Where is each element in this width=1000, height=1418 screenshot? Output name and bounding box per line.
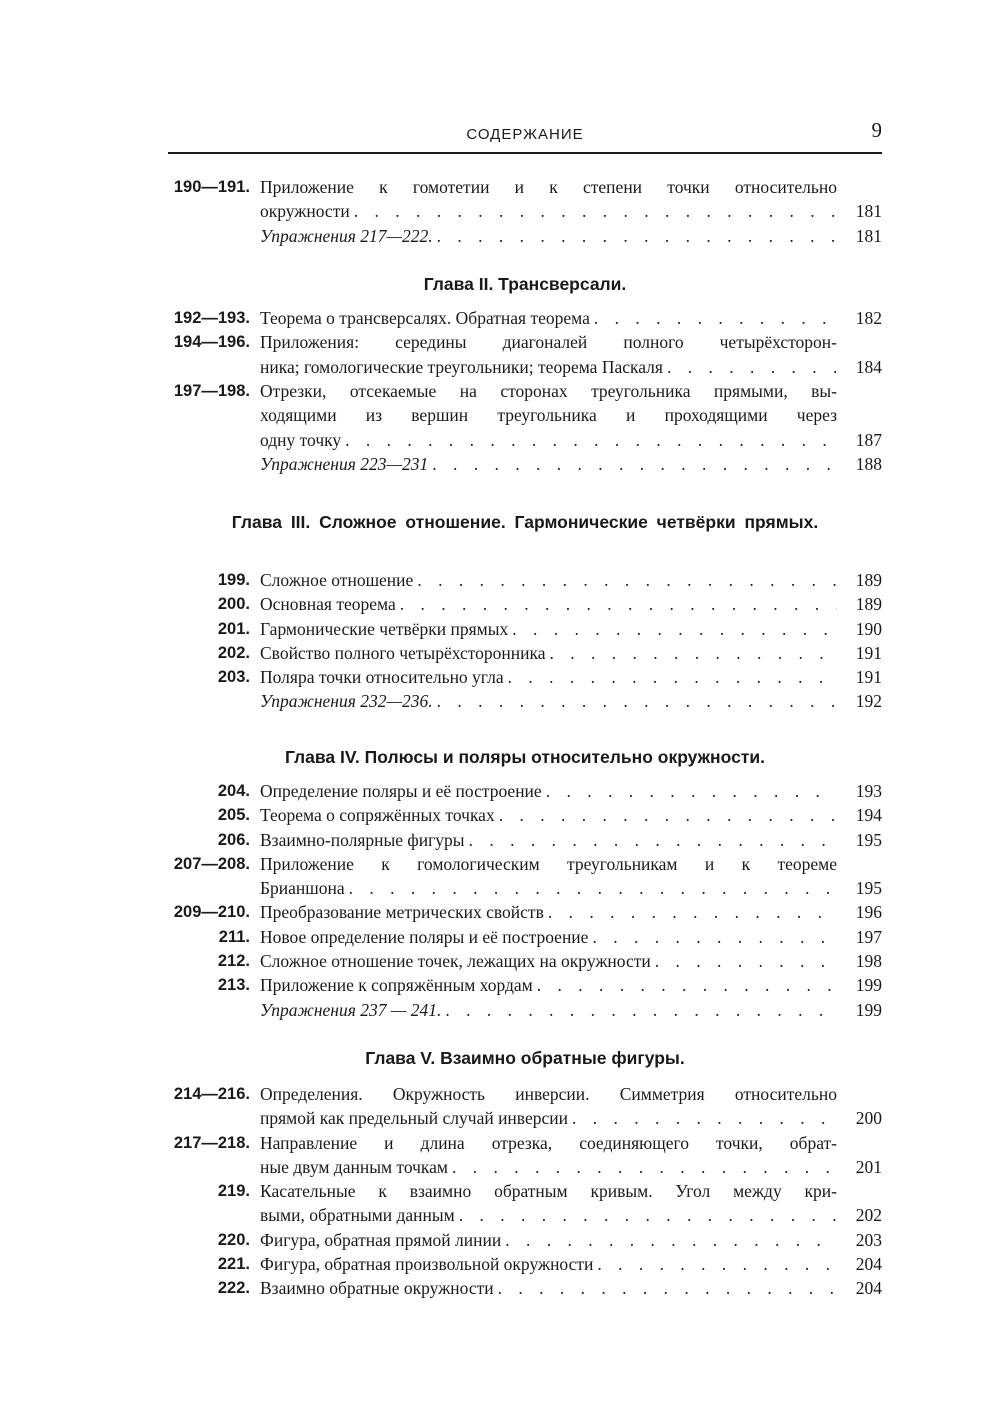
entry-text-row [260, 1106, 837, 1130]
entry-title: Теорема о трансверсалях. Обратная теорема [260, 308, 590, 328]
entry-text-row [260, 852, 837, 876]
dot-leader [542, 779, 837, 803]
dot-leader [546, 641, 838, 665]
entry-page: 204 [855, 1278, 882, 1298]
entry-title: Определения. Окружность инверсии. Симметрия относительно [260, 1084, 837, 1104]
dot-leader [350, 199, 837, 223]
entry-number: 212. [217, 952, 250, 970]
dot-leader [433, 224, 837, 248]
toc-entry-line [0, 876, 1000, 900]
toc-entry-line [0, 306, 1000, 330]
entry-title: Взаимно обратные окружности [260, 1278, 494, 1298]
entry-page: 195 [855, 830, 882, 850]
dot-leader [651, 949, 837, 973]
entry-title: Взаимно-полярные фигуры [260, 830, 465, 850]
toc-entry-line [0, 199, 1000, 223]
entry-page: 181 [855, 201, 882, 221]
entry-number: 213. [217, 976, 250, 994]
toc-entry-line [0, 828, 1000, 852]
entry-page: 191 [855, 667, 882, 687]
entry-text-row [260, 1155, 837, 1179]
entry-page: 204 [855, 1254, 882, 1274]
dot-leader [345, 876, 837, 900]
toc-entry-line [0, 379, 1000, 403]
running-head-title: СОДЕРЖАНИЕ [466, 126, 584, 143]
entry-page: 199 [855, 1000, 882, 1020]
toc-entry-line [0, 900, 1000, 924]
entry-title: Брианшона [260, 878, 345, 898]
toc-entry-line [0, 403, 1000, 427]
toc-entry-line [0, 1106, 1000, 1130]
entry-title: Определение поляры и её построение [260, 781, 542, 801]
entry-title: ные двум данным точкам [260, 1157, 449, 1177]
entry-text-row [260, 428, 837, 452]
entry-text-row [260, 306, 837, 330]
entry-text-row [260, 199, 837, 223]
entry-page: 193 [855, 781, 882, 801]
dot-leader [413, 568, 837, 592]
entry-number: 200. [217, 595, 250, 613]
entry-page: 182 [855, 308, 882, 328]
entry-text-row [260, 641, 837, 665]
entry-number: 190—191. [173, 178, 250, 196]
entry-number: 211. [218, 928, 250, 946]
entry-text-row [260, 1228, 837, 1252]
toc-entry-line [0, 973, 1000, 997]
entry-title: Новое определение поляры и её построение [260, 927, 589, 947]
entry-text-row [260, 925, 837, 949]
entry-text-row [260, 998, 837, 1022]
toc-entry-line [0, 1131, 1000, 1155]
dot-leader [504, 665, 837, 689]
entry-page: 194 [855, 805, 882, 825]
exercises-label: Упражнения 232—236. [260, 691, 433, 711]
toc-entry-line [0, 665, 1000, 689]
entry-page: 202 [855, 1205, 882, 1225]
entry-title: ходящими из вершин треугольника и проходящими через [260, 405, 837, 425]
entry-number: 204. [217, 782, 250, 800]
header-rule [168, 152, 882, 154]
toc-entry-line [0, 1203, 1000, 1227]
toc-entry-line [0, 998, 1000, 1022]
entry-number: 207—208. [173, 855, 250, 873]
entry-number: 214—216. [173, 1085, 250, 1103]
toc-entry-line [0, 1252, 1000, 1276]
entry-title: Приложение к сопряжённым хордам [260, 975, 533, 995]
chapter-title: Глава III. Сложное отношение. Гармонические четвёрки прямых. [231, 512, 819, 532]
entry-title: Преобразование метрических свойств [260, 902, 544, 922]
entry-title: Отрезки, отсекаемые на сторонах треугольника прямыми, вы- [260, 381, 837, 401]
toc-entry-line [0, 1228, 1000, 1252]
dot-leader [441, 998, 837, 1022]
entry-title: Сложное отношение точек, лежащих на окружности [260, 951, 651, 971]
entry-text-row [260, 175, 837, 199]
dot-leader [448, 1155, 837, 1179]
entry-text-row [260, 1131, 837, 1155]
entry-text-row [260, 1252, 837, 1276]
entry-text-row [260, 568, 837, 592]
entry-title: Теорема о сопряжённых точках [260, 805, 495, 825]
entry-number: 194—196. [173, 333, 250, 351]
entry-page: 199 [855, 975, 882, 995]
entry-number: 197—198. [173, 382, 250, 400]
toc-entry-line [0, 949, 1000, 973]
entry-page: 195 [855, 878, 882, 898]
entry-title: прямой как предельный случай инверсии [260, 1108, 568, 1128]
entry-text-row [260, 876, 837, 900]
entry-text-row [260, 224, 837, 248]
entry-page: 192 [855, 691, 882, 711]
entry-text-row [260, 665, 837, 689]
dot-leader [568, 1106, 837, 1130]
entry-page: 181 [855, 226, 882, 246]
entry-number: 206. [217, 831, 250, 849]
entry-number: 205. [217, 806, 250, 824]
toc-entry-line [0, 617, 1000, 641]
entry-page: 203 [855, 1230, 882, 1250]
toc-entry-line [0, 452, 1000, 476]
entry-page: 198 [855, 951, 882, 971]
dot-leader [396, 592, 837, 616]
running-head [168, 118, 882, 152]
entry-text-row [260, 452, 837, 476]
entry-title: Фигура, обратная прямой линии [260, 1230, 502, 1250]
toc-entry-line [0, 1179, 1000, 1203]
entry-page: 187 [855, 430, 882, 450]
toc-entry-line [0, 1082, 1000, 1106]
entry-number: 192—193. [173, 309, 250, 327]
toc-entry-line [0, 689, 1000, 713]
entry-page: 189 [855, 570, 882, 590]
entry-text-row [260, 379, 837, 403]
entry-number: 209—210. [173, 903, 250, 921]
dot-leader [494, 1276, 837, 1300]
entry-text-row [260, 330, 837, 354]
entry-number: 202. [217, 644, 250, 662]
entry-title: Приложения: середины диагоналей полного четырёхсторон- [260, 332, 837, 352]
entry-page: 184 [855, 357, 882, 377]
entry-page: 196 [855, 902, 882, 922]
entry-page: 190 [855, 619, 882, 639]
exercises-label: Упражнения 217—222. [260, 226, 433, 246]
entry-title: Поляра точки относительно угла [260, 667, 504, 687]
dot-leader [663, 355, 837, 379]
toc-entry-line [0, 224, 1000, 248]
entry-text-row [260, 828, 837, 852]
page-number: 9 [871, 118, 882, 142]
entry-title: окружности [260, 201, 350, 221]
entry-page: 200 [855, 1108, 882, 1128]
entry-number: 220. [217, 1231, 250, 1249]
toc-entry-line [0, 175, 1000, 199]
entry-title: Касательные к взаимно обратным кривым. Угол между кри- [260, 1181, 837, 1201]
entry-title: Фигура, обратная произвольной окружности [260, 1254, 594, 1274]
toc-entry-line [0, 1155, 1000, 1179]
entry-text-row [260, 803, 837, 827]
entry-number: 217—218. [173, 1134, 250, 1152]
entry-text-row [260, 1082, 837, 1106]
exercises-label: Упражнения 237 — 241. [260, 1000, 442, 1020]
dot-leader [465, 828, 837, 852]
entry-number: 201. [217, 620, 250, 638]
dot-leader [341, 428, 837, 452]
entry-page: 189 [855, 594, 882, 614]
entry-text-row [260, 1203, 837, 1227]
entry-text-row [260, 900, 837, 924]
entry-page: 197 [855, 927, 882, 947]
chapter-title: Глава II. Трансверсали. [423, 274, 627, 294]
dot-leader [508, 617, 837, 641]
entry-text-row [260, 403, 837, 427]
dot-leader [593, 1252, 837, 1276]
entry-text-row [260, 1179, 837, 1203]
toc-entry-line [0, 355, 1000, 379]
dot-leader [588, 925, 837, 949]
toc-entry-line [0, 852, 1000, 876]
entry-text-row [260, 949, 837, 973]
entry-title: Основная теорема [260, 594, 396, 614]
entry-text-row [260, 1276, 837, 1300]
entry-title: одну точку [260, 430, 342, 450]
entry-number: 221. [217, 1255, 250, 1273]
entry-number: 199. [217, 571, 250, 589]
entry-text-row [260, 689, 837, 713]
entry-title: Направление и длина отрезка, соединяющего точки, обрат- [260, 1133, 837, 1153]
chapter-title: Глава V. Взаимно обратные фигуры. [365, 1048, 685, 1068]
toc-entry-line [0, 925, 1000, 949]
entry-title: ника; гомологические треугольники; теорема Паскаля [260, 357, 663, 377]
toc-entry-line [0, 568, 1000, 592]
entry-text-row [260, 973, 837, 997]
toc-entry-line [0, 330, 1000, 354]
entry-number: 203. [217, 668, 250, 686]
dot-leader [433, 689, 837, 713]
entry-text-row [260, 592, 837, 616]
entry-page: 188 [855, 454, 882, 474]
entry-title: Приложение к гомотетии и к степени точки относительно [260, 177, 837, 197]
entry-text-row [260, 779, 837, 803]
toc-entry-line [0, 779, 1000, 803]
dot-leader [495, 803, 837, 827]
entry-page: 201 [855, 1157, 882, 1177]
dot-leader [544, 900, 837, 924]
entry-page: 191 [855, 643, 882, 663]
entry-title: Сложное отношение [260, 570, 414, 590]
entry-title: выми, обратными данным [260, 1205, 455, 1225]
chapter-title: Глава IV. Полюсы и поляры относительно окружности. [284, 747, 765, 767]
entry-title: Свойство полного четырёхсторонника [260, 643, 546, 663]
entry-title: Приложение к гомологическим треугольникам и к теореме [260, 854, 837, 874]
entry-text-row [260, 617, 837, 641]
entry-number: 219. [217, 1182, 250, 1200]
toc-entry-line [0, 1276, 1000, 1300]
exercises-label: Упражнения 223—231 [260, 454, 429, 474]
entry-text-row [260, 355, 837, 379]
toc-entry-line [0, 803, 1000, 827]
toc-entry-line [0, 428, 1000, 452]
dot-leader [501, 1228, 837, 1252]
toc-entry-line [0, 592, 1000, 616]
entry-title: Гармонические четвёрки прямых [260, 619, 509, 639]
entry-number: 222. [217, 1279, 250, 1297]
dot-leader [533, 973, 837, 997]
dot-leader [590, 306, 837, 330]
dot-leader [428, 452, 837, 476]
dot-leader [455, 1203, 837, 1227]
toc-entry-line [0, 641, 1000, 665]
